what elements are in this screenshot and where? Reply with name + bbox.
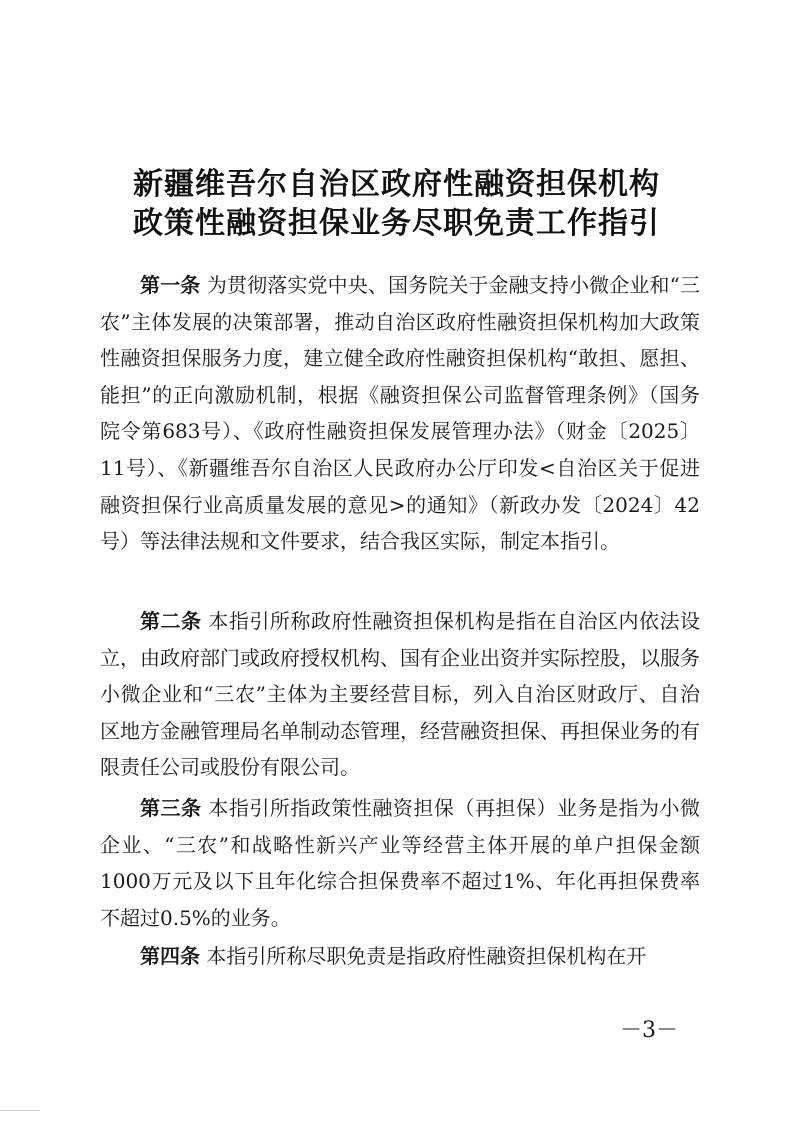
article-3 bbox=[100, 790, 700, 936]
page-number: －3－ bbox=[620, 1018, 678, 1043]
article-label: 第四条 bbox=[140, 944, 200, 968]
article-1 bbox=[100, 267, 700, 560]
article-label: 第一条 bbox=[140, 273, 201, 297]
article-4 bbox=[100, 938, 700, 975]
article-text: 本指引所称尽职免责是指政府性融资担保机构在开 bbox=[200, 944, 647, 968]
document-title-line-2: 政策性融资担保业务尽职免责工作指引 bbox=[133, 206, 660, 241]
scan-edge-line bbox=[0, 1110, 40, 1111]
article-2 bbox=[100, 603, 700, 786]
document-title-line-1: 新疆维吾尔自治区政府性融资担保机构 bbox=[133, 167, 660, 202]
article-text: 为贯彻落实党中央、国务院关于金融支持小微企业和“三农”主体发展的决策部署，推动自治区政府性融资担保机构加大政策性融资担保服务力度，建立健全政府性融资担保机构“敢担、愿担、能担”的正向激励机制，根据《融资担保公司监督管理条例》（国务院令第683号）、《政府性融资担保发展管理办法》（财金〔2025〕11号）、《新疆维吾尔自治区人民政府办公厅印发<自治区关于促进融资担保行业高质量发展的意见>的通知》（新政办发〔2024〕42号）等法律法规和文件要求，结合我区实际，制定本指引。 bbox=[100, 273, 700, 554]
article-label: 第二条 bbox=[140, 609, 202, 633]
article-label: 第三条 bbox=[140, 796, 202, 820]
article-text: 本指引所指政策性融资担保（再担保）业务是指为小微企业、“三农”和战略性新兴产业等经营主体开展的单户担保金额1000万元及以下且年化综合担保费率不超过1%、年化再担保费率不超过0.5%的业务。 bbox=[100, 796, 700, 930]
article-text: 本指引所称政府性融资担保机构是指在自治区内依法设立，由政府部门或政府授权机构、国有企业出资并实际控股，以服务小微企业和“三农”主体为主要经营目标，列入自治区财政厅、自治区地方金融管理局名单制动态管理，经营融资担保、再担保业务的有限责任公司或股份有限公司。 bbox=[100, 609, 700, 780]
